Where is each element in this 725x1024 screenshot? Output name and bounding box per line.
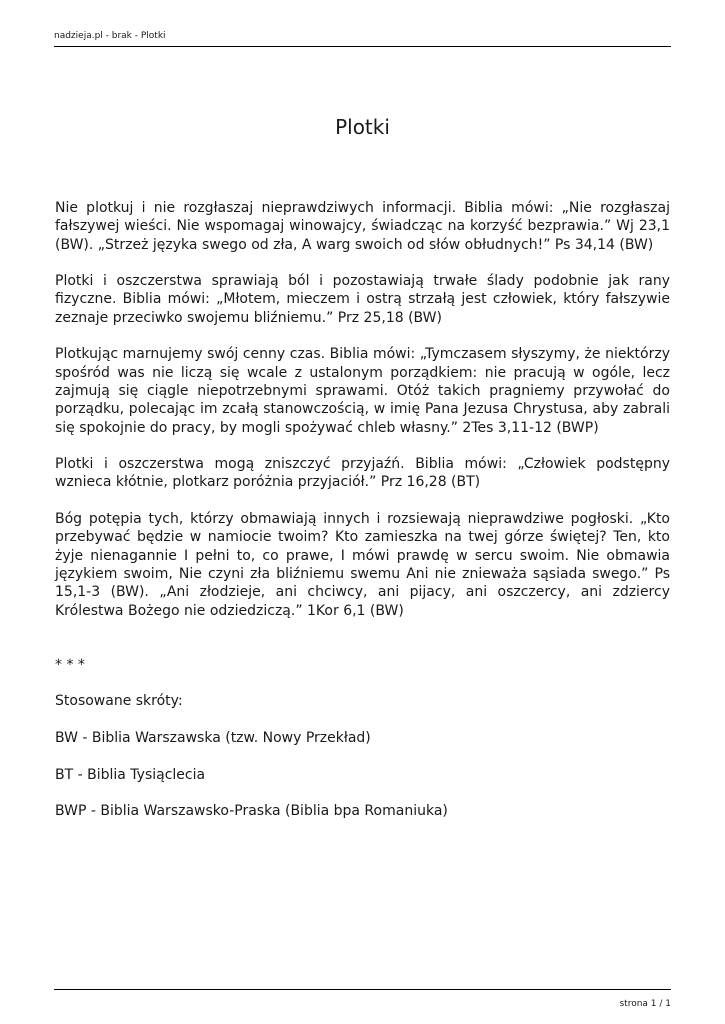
paragraph: Nie plotkuj i nie rozgłaszaj nieprawdziwych informacji. Biblia mówi: „Nie rozgłaszaj fałszywej wieści. Nie wspomagaj winowajcy, świadcząc na korzyść bezprawia.” Wj 23,1 (BW). „Strzeż języka swego od zła, A warg swoich od słów obłudnych!” Ps 34,14 (BW) <box>55 200 670 253</box>
page-number: strona 1 / 1 <box>619 999 671 1009</box>
page-title: Plotki <box>335 115 390 139</box>
separator: * * * <box>55 656 85 673</box>
page-footer <box>54 989 671 1010</box>
paragraph: Plotki i oszczerstwa sprawiają ból i pozostawiają trwałe ślady podobnie jak rany fizyczne. Biblia mówi: „Młotem, mieczem i ostrą strzałą jest człowiek, który fałszywie zeznaje przeciwko swojemu bliźniemu.” Prz 25,18 (BW) <box>55 273 670 326</box>
page-header <box>54 30 671 47</box>
paragraph: Plotkując marnujemy swój cenny czas. Biblia mówi: „Tymczasem słyszymy, że niektórzy spośród was nie liczą się wcale z ustalonym porządkiem: nie pracują w ogóle, lecz zajmują się ciągle niepotrzebnymi sprawami. Otóż takich pragniemy przywołać do porządku, polecając im zcałą stanowczością, w imię Pana Jezusa Chrystusa, aby zabrali się spokojnie do pracy, by mogli spożywać chleb własny.” 2Tes 3,11-12 (BWP) <box>55 346 670 436</box>
abbreviation-item: BWP - Biblia Warszawsko-Praska (Biblia bpa Romaniuka) <box>55 803 448 820</box>
abbreviation-item: BT - Biblia Tysiąclecia <box>55 766 206 783</box>
abbreviation-item: BW - Biblia Warszawska (tzw. Nowy Przekład) <box>55 730 371 747</box>
paragraph: Plotki i oszczerstwa mogą zniszczyć przyjaźń. Biblia mówi: „Człowiek podstępny wznieca kłótnie, plotkarz poróżnia przyjaciół.” Prz 16,28 (BT) <box>55 456 670 491</box>
paragraph: Bóg potępia tych, którzy obmawiają innych i rozsiewają nieprawdziwe pogłoski. „Kto przebywać będzie w namiocie twoim? Kto zamieszka na twej górze świętej? Ten, kto żyje nienagannie I pełni to, co prawe, I mówi prawdę w sercu swoim. Nie obmawia językiem swoim, Nie czyni zła bliźniemu swemu Ani nie znieważa sąsiada swego.” Ps 15,1-3 (BW). „Ani złodzieje, ani chciwcy, ani pijacy, ani oszczercy, ani zdziercy Królestwa Bożego nie odziedziczą.” 1Kor 6,1 (BW) <box>55 511 670 619</box>
header-text: nadzieja.pl - brak - Plotki <box>54 31 166 41</box>
article-body <box>55 199 670 839</box>
abbreviations-heading: Stosowane skróty: <box>55 693 183 710</box>
